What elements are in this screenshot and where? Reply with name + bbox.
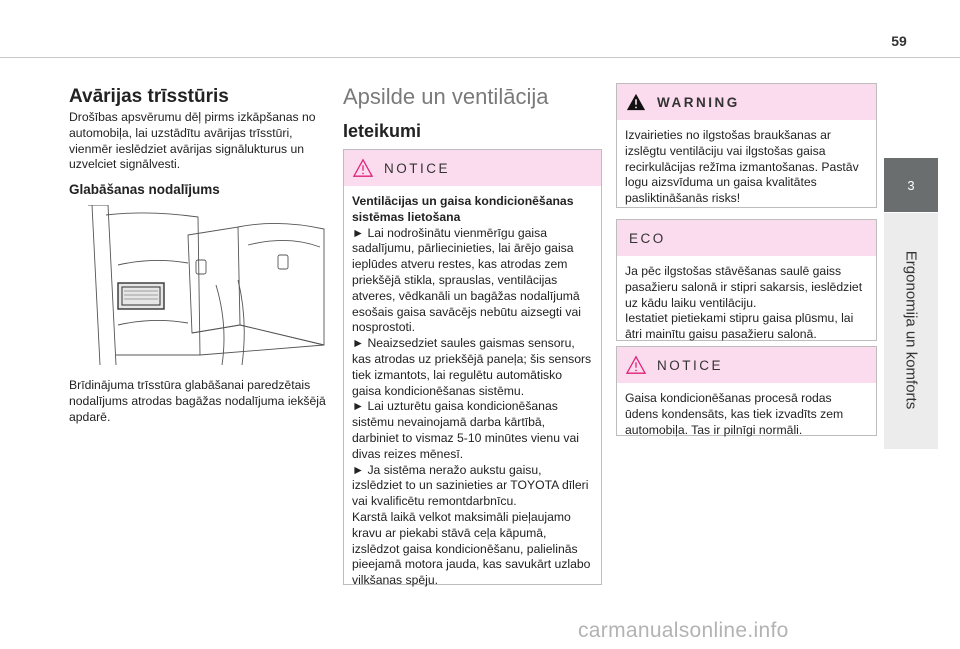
- recommendations-subtitle: Ieteikumi: [343, 121, 422, 141]
- chapter-number: 3: [907, 177, 915, 193]
- eco-line-1: Ja pēc ilgstošas stāvēšanas saulē gaiss pasažieru salonā ir stipri sakarsis, ieslēdziet uz kādu laiku ventilāciju.: [625, 264, 863, 310]
- chapter-tab[interactable]: [884, 158, 938, 212]
- notice-line-2: ► Neaizsedziet saules gaismas sensoru, kas atrodas uz priekšējā paneļa; šis sensors tiek izmantots, lai regulētu automātisko gaisa kondicionēšanas sistēmu.: [352, 336, 592, 398]
- warning-triangle-outline-icon: [625, 355, 647, 375]
- triangle-storage-compartment: [118, 283, 164, 309]
- warning-box: [616, 83, 877, 208]
- notice-header: [344, 150, 601, 186]
- warning-triangle-outline-icon: [352, 158, 374, 178]
- chapter-title: Ergonomija un komforts: [902, 250, 920, 410]
- notice-line-3: ► Lai uzturētu gaisa kondicionēšanas sistēmu nevainojamā darba kārtībā, darbiniet to vismaz 5-10 minūtes vienu vai divas reizes mēnesī.: [352, 399, 579, 461]
- warning-text: Izvairieties no ilgstošas braukšanas ar izslēgtu ventilāciju vai ilgstošas gaisa recirkulācijas režīma izmantošanas. Pastāv logu aizsvīduma un gaisa kvalitātes pasliktināšanās risks!: [625, 128, 859, 206]
- eco-box: [616, 219, 877, 341]
- storage-subtitle: Glabāšanas nodalījums: [69, 182, 220, 197]
- section-title-heating: Apsilde un ventilācija: [343, 84, 549, 109]
- eco-label: ECO: [629, 230, 666, 246]
- notice-line-4: ► Ja sistēma neražo aukstu gaisu, izslēdziet to un sazinieties ar TOYOTA dīleri vai kvalificētu remontdarbnīcu.: [352, 462, 589, 509]
- warning-label: WARNING: [657, 94, 740, 110]
- eco-line-2: Iestatiet pietiekami stipru gaisa plūsmu, lai ātri mainītu gaisu pasažieru salonā.: [625, 311, 854, 342]
- intro-paragraph: Drošības apsvērumu dēļ pirms izkāpšanas no automobiļa, lai uzstādītu avārijas trīsstūri, vienmēr ieslēdziet avārijas signālukturus un uzvelciet signālvesti.: [69, 110, 316, 172]
- notice-box-condensation: [616, 346, 877, 436]
- watermark: carmanualsonline.info: [578, 619, 789, 642]
- illustration-caption: Brīdinājuma trīsstūra glabāšanai paredzētais nodalījums atrodas bagāžas nodalījuma iekšējā apdarē.: [69, 378, 326, 424]
- notice-line-5: Karstā laikā velkot maksimāli pieļaujamo kravu ar piekabi stāvā ceļa kāpumā, izslēdzot gaisa kondicionēšanu, palielinās pieejamā motora jauda, kas savukārt uzlabo vilkšanas spēju.: [352, 509, 591, 588]
- notice-line-1: ► Lai nodrošinātu vienmērīgu gaisa sadalījumu, pārliecinieties, lai ārējo gaisa ieplūdes atveru restes, kas atrodas zem priekšējā stikla, sprauslas, ventilācijas atveres, vēdkanāli un bagāžas nodalījumā esošais gaisa savācējs nebūtu aizsegti vai nosprostoti.: [352, 225, 581, 335]
- warning-header: [617, 84, 876, 120]
- notice-label-2: NOTICE: [657, 357, 724, 373]
- page-number: 59: [891, 33, 907, 49]
- notice-heading: Ventilācijas un gaisa kondicionēšanas sistēmas lietošana: [352, 194, 574, 224]
- notice-label: NOTICE: [384, 160, 451, 176]
- header-rule: [0, 57, 960, 58]
- trunk-compartment-illustration: [88, 205, 326, 365]
- warning-triangle-filled-icon: [625, 92, 647, 112]
- notice-box-ventilation: [343, 149, 602, 588]
- eco-header: [617, 220, 876, 256]
- notice-header-2: [617, 347, 876, 383]
- notice-text-2: Gaisa kondicionēšanas procesā rodas ūdens kondensāts, kas tiek izvadīts zem automobiļa. Tas ir pilnīgi normāli.: [625, 391, 844, 437]
- section-title-warning-triangle: Avārijas trīsstūris: [69, 86, 229, 107]
